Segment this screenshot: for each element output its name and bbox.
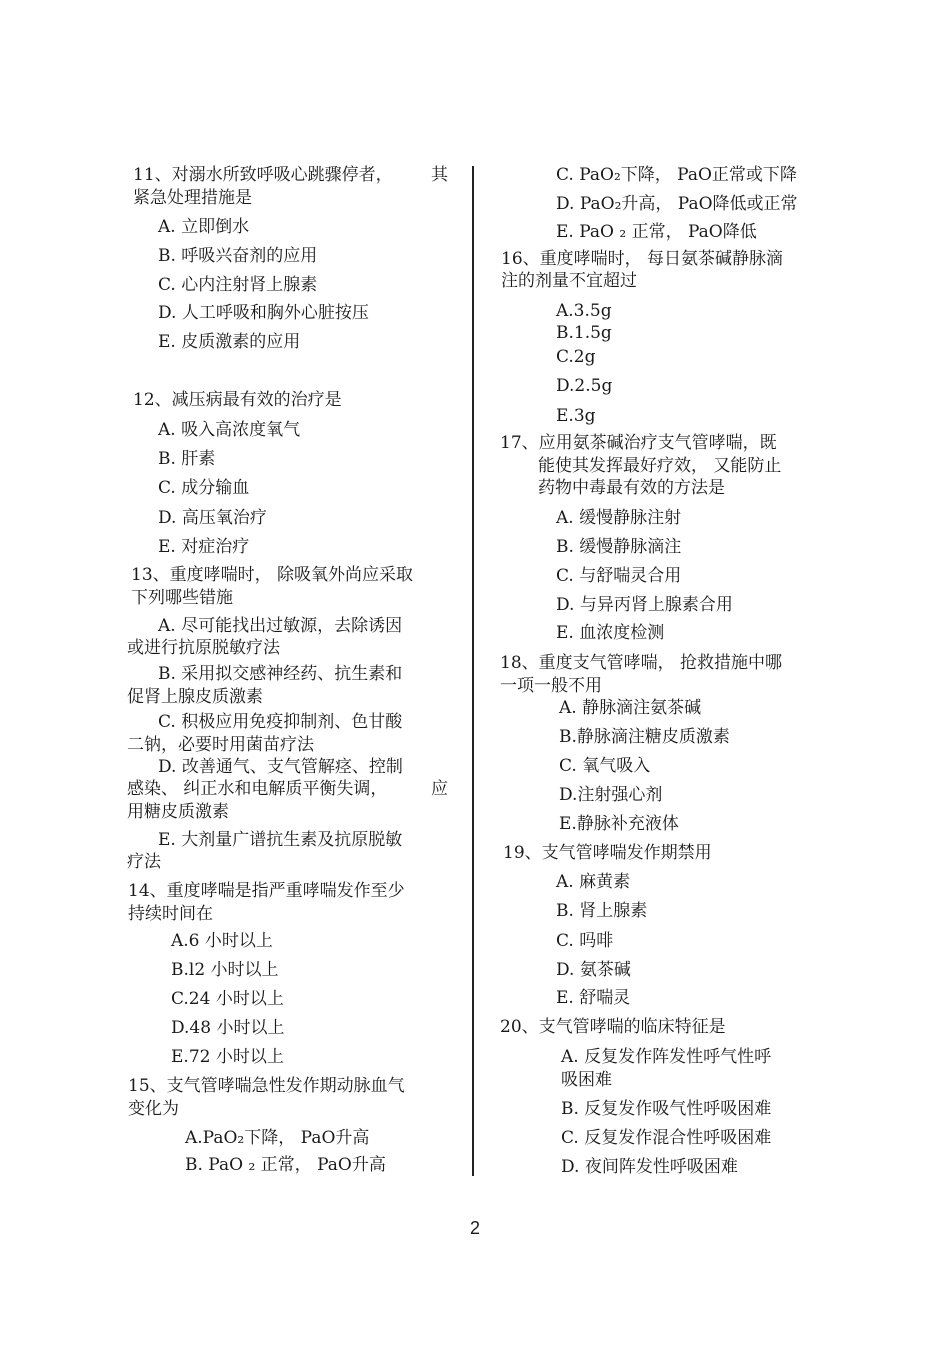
q18-option-c: C. 氧气吸入	[559, 756, 651, 776]
q18-option-b: B.静脉滴注糖皮质激素	[559, 727, 730, 747]
q16-option-a: A.3.5g	[556, 301, 612, 321]
page-number: 2	[469, 1218, 480, 1238]
q18-stem-line1: 18、重度支气管哮喘， 抢救措施中哪	[500, 653, 783, 673]
q14-option-b: B.l2 小时以上	[171, 960, 279, 980]
q13-option-d-line1: D. 改善通气、支气管解痉、控制	[158, 757, 403, 777]
q20-stem: 20、支气管哮喘的临床特征是	[500, 1017, 726, 1037]
q19-option-b: B. 肾上腺素	[556, 901, 648, 921]
q20-option-a-line1: A. 反复发作阵发性呼气性呼	[561, 1047, 772, 1067]
q20-option-c: C. 反复发作混合性呼吸困难	[561, 1128, 772, 1148]
q16-stem-line1: 16、重度哮喘时， 每日氨茶碱静脉滴	[501, 249, 784, 269]
q13-option-a-line1: A. 尽可能找出过敏源，去除诱因	[158, 616, 403, 636]
q15-option-d: D. PaO₂升高， PaO降低或正常	[556, 194, 798, 214]
q18-option-e: E.静脉补充液体	[559, 814, 679, 834]
q19-option-c: C. 吗啡	[556, 931, 614, 951]
q12-option-d: D. 高压氧治疗	[158, 508, 267, 528]
q15-option-a: A.PaO₂下降， PaO升高	[185, 1128, 370, 1148]
q19-option-e: E. 舒喘灵	[556, 988, 631, 1008]
q14-option-a: A.6 小时以上	[171, 931, 273, 951]
q20-option-d: D. 夜间阵发性呼吸困难	[561, 1157, 738, 1177]
q13-option-b-line1: B. 采用拟交感神经药、抗生素和	[158, 664, 403, 684]
q15-stem-line2: 变化为	[128, 1099, 179, 1119]
q13-option-d-line2: 感染、 纠正水和电解质平衡失调，	[127, 779, 388, 799]
q11-option-e: E. 皮质激素的应用	[158, 332, 301, 352]
q13-option-e-line1: E. 大剂量广谱抗生素及抗原脱敏	[158, 830, 403, 850]
q11-option-d: D. 人工呼吸和胸外心脏按压	[158, 303, 369, 323]
q13-stem-line2: 下列哪些错施	[131, 588, 233, 608]
q19-option-a: A. 麻黄素	[556, 872, 631, 892]
q12-stem: 12、减压病最有效的治疗是	[133, 390, 342, 410]
q17-stem-line3: 药物中毒最有效的方法是	[538, 478, 725, 498]
q13-option-c-line1: C. 积极应用免疫抑制剂、色甘酸	[158, 712, 403, 732]
q11-option-b: B. 呼吸兴奋剂的应用	[158, 246, 318, 266]
q14-stem-line2: 持续时间在	[128, 904, 213, 924]
q16-option-d: D.2.5g	[556, 376, 613, 396]
q13-option-b-line2: 促肾上腺皮质激素	[127, 687, 263, 707]
q16-option-b: B.1.5g	[556, 323, 612, 343]
q14-option-c: C.24 小时以上	[171, 989, 284, 1009]
q18-option-d: D.注射强心剂	[559, 785, 663, 805]
q13-option-d-line3: 用糖皮质激素	[127, 802, 229, 822]
q11-stem-line2: 紧急处理措施是	[133, 188, 252, 208]
q11-option-a: A. 立即倒水	[158, 217, 250, 237]
q17-option-b: B. 缓慢静脉滴注	[556, 537, 682, 557]
q18-stem-line2: 一项一般不用	[500, 676, 602, 696]
q19-stem: 19、支气管哮喘发作期禁用	[503, 843, 712, 863]
q15-stem-line1: 15、支气管哮喘急性发作期动脉血气	[128, 1076, 405, 1096]
q17-stem-line1: 17、应用氨茶碱治疗支气管哮喘，既	[500, 433, 777, 453]
q17-option-e: E. 血浓度检测	[556, 623, 665, 643]
q16-option-c: C.2g	[556, 347, 596, 367]
q12-option-e: E. 对症治疗	[158, 537, 250, 557]
q11-stem-line1-tail: 其	[431, 165, 448, 185]
q13-stem-line1: 13、重度哮喘时， 除吸氧外尚应采取	[131, 565, 414, 585]
q17-stem-line2: 能使其发挥最好疗效， 又能防止	[538, 456, 782, 476]
q13-option-a-line2: 或进行抗原脱敏疗法	[127, 638, 280, 658]
q12-option-b: B. 肝素	[158, 449, 216, 469]
q18-option-a: A. 静脉滴注氨茶碱	[559, 698, 702, 718]
q13-option-c-line2: 二钠，必要时用菌苗疗法	[127, 735, 314, 755]
q15-option-c: C. PaO₂下降， PaO正常或下降	[556, 165, 797, 185]
q14-stem-line1: 14、重度哮喘是指严重哮喘发作至少	[128, 881, 405, 901]
q15-option-e: E. PaO ₂ 正常， PaO降低	[556, 222, 757, 242]
q11-stem-line1: 11、对溺水所致呼吸心跳骤停者，	[133, 165, 393, 185]
q14-option-d: D.48 小时以上	[171, 1018, 285, 1038]
q17-option-c: C. 与舒喘灵合用	[556, 566, 682, 586]
q17-option-d: D. 与异丙肾上腺素合用	[556, 595, 733, 615]
q11-option-c: C. 心内注射肾上腺素	[158, 275, 318, 295]
q20-option-a-line2: 吸困难	[561, 1070, 612, 1090]
q12-option-c: C. 成分输血	[158, 478, 250, 498]
q13-option-d-line2-tail: 应	[431, 779, 448, 799]
q12-option-a: A. 吸入高浓度氧气	[158, 420, 301, 440]
q14-option-e: E.72 小时以上	[171, 1047, 284, 1067]
q17-option-a: A. 缓慢静脉注射	[556, 508, 682, 528]
q16-stem-line2: 注的剂量不宜超过	[501, 271, 637, 291]
q20-option-b: B. 反复发作吸气性呼吸困难	[561, 1099, 772, 1119]
q15-option-b: B. PaO ₂ 正常， PaO升高	[185, 1155, 386, 1175]
q13-option-e-line2: 疗法	[127, 852, 161, 872]
q19-option-d: D. 氨茶碱	[556, 960, 631, 980]
q16-option-e: E.3g	[556, 406, 596, 426]
